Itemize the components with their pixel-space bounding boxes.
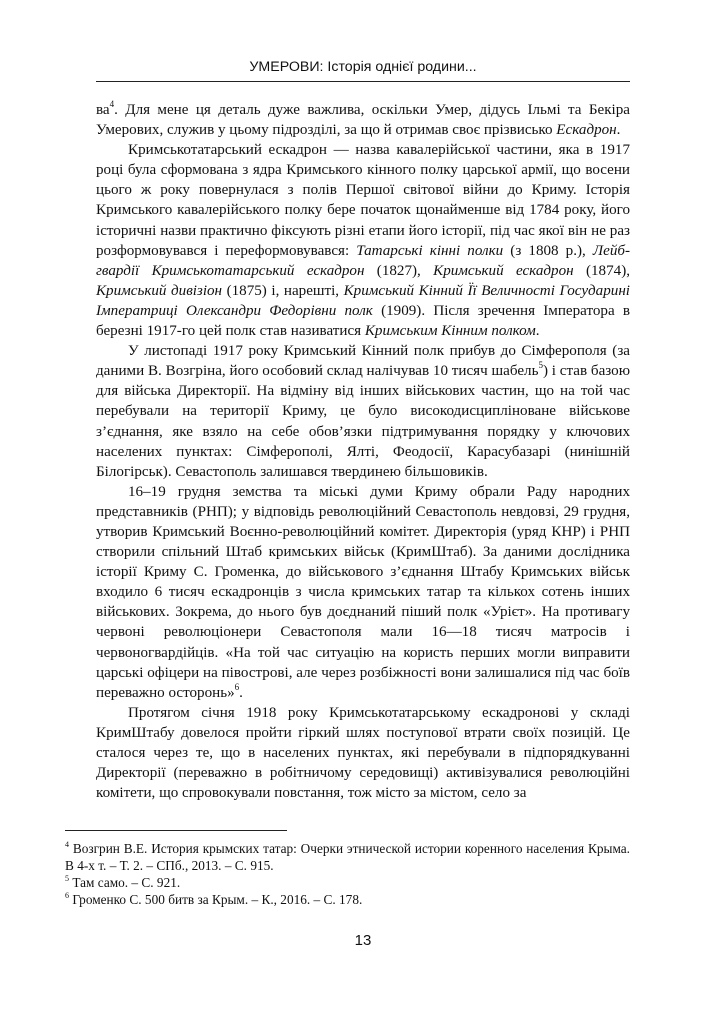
footnotes bbox=[65, 840, 630, 908]
footnote-5: $^5$ Там само. – С. 921. bbox=[65, 873, 181, 890]
running-header: УМЕРОВИ: Історія однієї родини... bbox=[249, 59, 477, 75]
paragraph-5: Протягом січня 1918 року Кримськотатарському ескадронові у складі КримШтабу довелося пройти гіркий шлях поступової втрати своїх позицій. Це сталося через те, що в населених пунктах, які перебували в підпорядкуванні Директорії (переважно в робітничому середовищі) активізувалися революційні комітети, що спровокували повстання, тож місто за містом, село за bbox=[96, 704, 630, 802]
body-text bbox=[96, 100, 630, 803]
paragraph-4: 16–19 грудня земства та міські думи Криму обрали Раду народних представників (РНП); у відповідь революційний Севастополь невдовзі, 29 грудня, утворив Кримський Воєнно-революційний комітет. Директорія (уряд КНР) і РНП створили спільний Штаб кримських військ (КримШтаб). За даними дослідника історії Криму С. Громенка, до військового з’єднання Штабу Кримських військ входило 6 тисяч ескадронців з числа кримських татар та кількох сотень інших військових. Зокрема, до нього був доєднаний піший полк «Урієт». На противагу червоні революціонери Севастополя мали 16—18 тисяч матросів і червоногвардійців. «На той час ситуацію на користь перших могли виправити царські офіцери на півострові, але через розбіжності вони залишалися під час боїв переважно осторонь»$^6$. bbox=[96, 483, 630, 701]
footnote-divider bbox=[65, 830, 287, 831]
header-divider bbox=[96, 81, 630, 82]
paragraph-1: $ва^4$. Для мене ця деталь дуже важлива, оскільки Умер, дідусь Ільмі та Бекіра Умерових, служив у цьому підрозділі, за що й отримав своє прізвисько Ескадрон. bbox=[96, 98, 630, 139]
paragraph-2: Кримськотатарський ескадрон — назва кавалерійської частини, яка в 1917 році була сформована з ядра Кримського кінного полку царської армії, що восени цього ж року повернулася з полів Першої світової війни до Криму. Історія Кримського кавалерійського полку бере початок щонайменше від 1784 року, його історичні назви практично фіксують різні етапи його історії, під час якої він не раз розформовувався і переформовувався: Татарські кінні полки (з 1808 р.), Лейб-гвардії Кримськотатарський ескадрон (1827), Кримський ескадрон (1874), Кримський дивізіон (1875) і, нарешті, Кримський Кінний Її Величності Государині Імператриці Олександри Федорівни полк (1909). Після зречення Імператора в березні 1917-го цей полк став називатися Кримським Кінним полком. bbox=[96, 142, 631, 340]
footnote-4: $^4$ Возгрин В.Е. История крымских татар: Очерки этнической истории коренного населения Крыма. В 4-х т. – Т. 2. – СПб., 2013. – С. 915. bbox=[65, 839, 630, 873]
footnote-ref-5[interactable]: 5 bbox=[538, 360, 543, 371]
footnote-6: $^6$ Громенко С. 500 битв за Крым. – К., 2016. – С. 178. bbox=[65, 890, 363, 907]
paragraph-3: У листопаді 1917 року Кримський Кінний полк прибув до Сімферополя (за даними В. Возгріна, його особовий склад налічував 10 тисяч шабель$^5$) і став базою для війська Директорії. На відміну від інших військових частин, що на той час перебували на території Криму, це було високодисципліноване військове з’єднання, яке взяло на себе обов’язки підтримування порядку у ключових населених пунктах: Сімферополі, Ялті, Феодосії, Карасубазарі (нинішній Білогірськ). Севастополь залишався твердинею більшовиків. bbox=[96, 343, 630, 480]
footnote-ref-4[interactable]: 4 bbox=[109, 98, 115, 109]
page-number: 13 bbox=[354, 932, 372, 949]
footnote-ref-6[interactable]: 6 bbox=[234, 681, 240, 692]
